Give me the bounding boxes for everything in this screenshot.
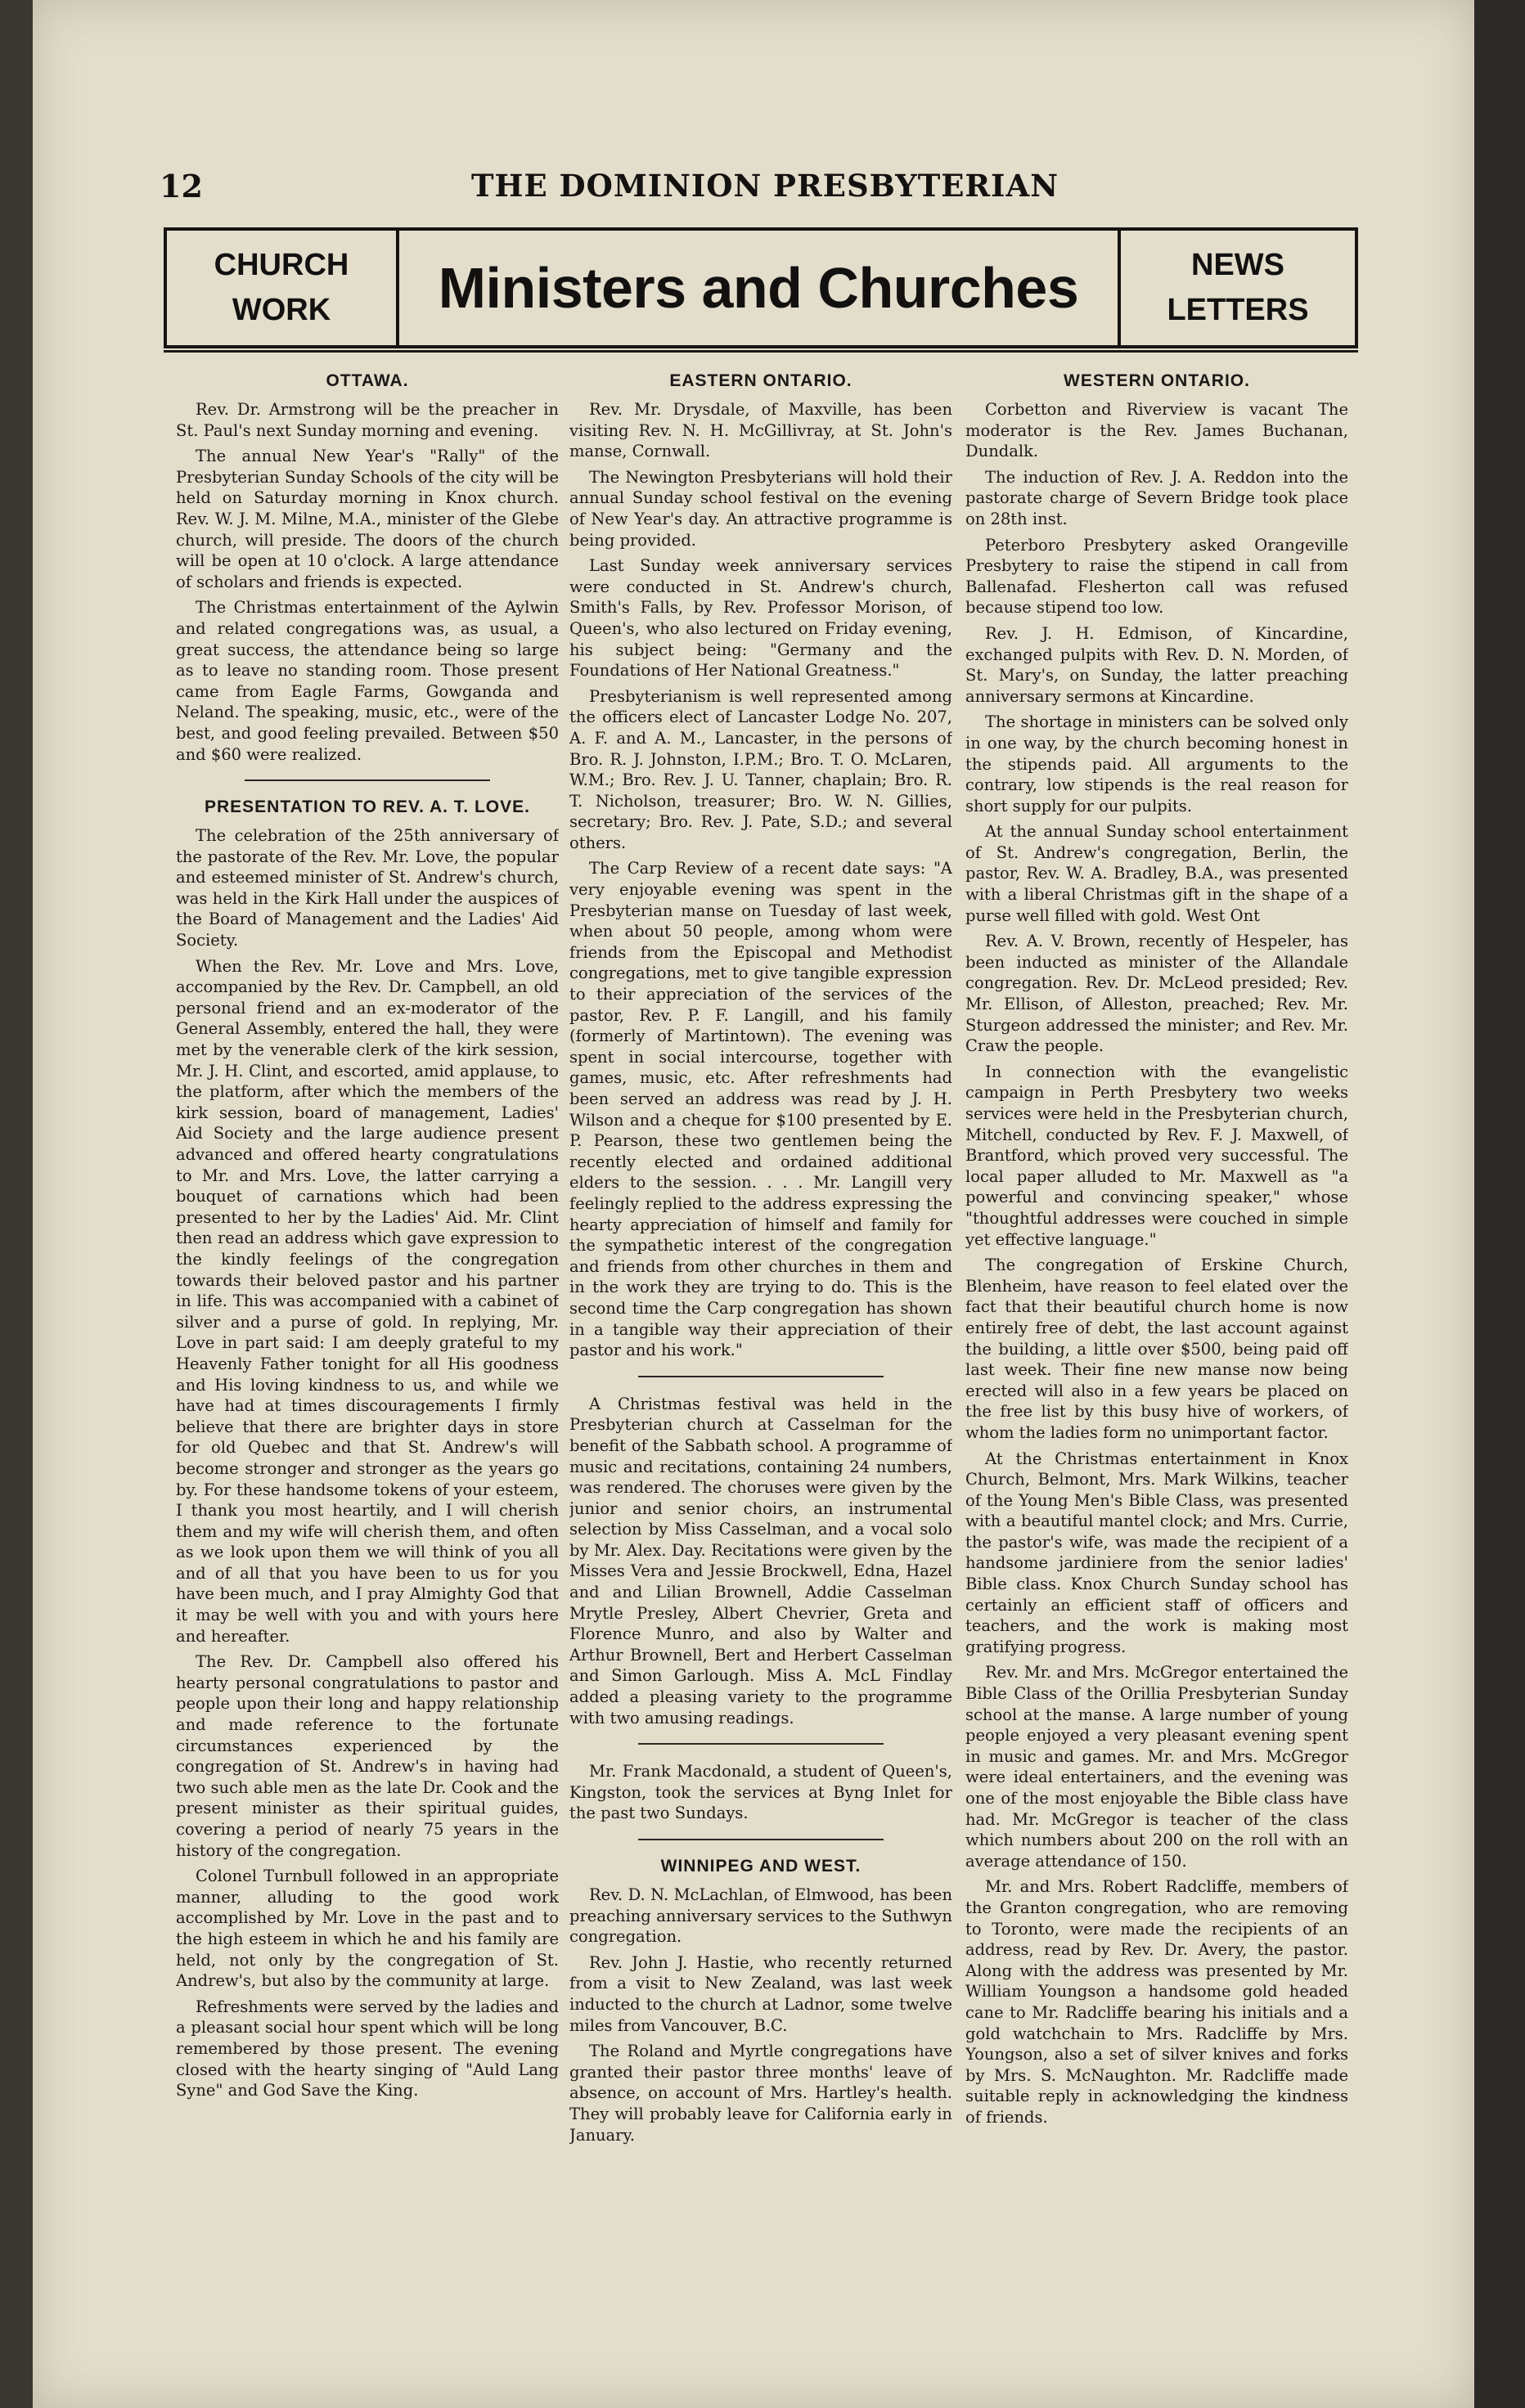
article-paragraph: The shortage in ministers can be solved only in one way, by the church becoming honest in the stipends paid. All arguments to the contrary, low stipends is the real reason for short supply for our pulpits. <box>965 712 1348 815</box>
article-paragraph: Mr. and Mrs. Robert Radcliffe, members of the Granton congregation, who are removing to Toronto, were made the recipients of an address, read by Rev. Dr. Avery, the pastor. Along with the address was presented by Mr. William Youngson a handsome gold headed cane to Mr. Radcliffe bearing his initials and a gold watchchain to Mrs. Radcliffe by Mrs. Youngson, also a set of silver knives and forks by Mrs. S. McNaughton. Mr. Radcliffe made suitable reply in acknowledging the kindness of friends. <box>965 1877 1348 2127</box>
page-number: 12 <box>160 168 203 204</box>
article-paragraph: The Carp Review of a recent date says: "A very enjoyable evening was spent in the Presbyterian manse on Tuesday of last week, when about 50 people, among whom were friends from the Episcopal and Methodist congregations, met to give tangible expression to their appreciation of the services of the pastor, Rev. P. F. Langill, and his family (formerly of Martintown). The evening was spent in social intercourse, together with games, music, etc. After refreshments had been served an address was read by J. H. Wilson and a cheque for $100 presented by E. P. Pearson, these two gentlemen being the recently elected and ordained additional elders to the session. . . . Mr. Langill very feelingly replied to the address expressing the hearty appreciation of himself and family for the sympathetic interest of the congregation and friends from other churches in them and in the work they are trying to do. This is the second time the Carp congregation has shown in a tangible way their appreciation of their pastor and his work." <box>569 859 952 1360</box>
article-paragraph: Colonel Turnbull followed in an appropriate manner, alluding to the good work accomplished by Mr. Love in the past and to the high esteem in which he and his family are held, not only by the congregation of St. Andrew's, but also by the community at large. <box>176 1867 559 1991</box>
article-paragraph: Rev. Mr. and Mrs. McGregor entertained the Bible Class of the Orillia Presbyterian Sunday school at the manse. A large number of young people enjoyed a very pleasant evening spent in music and games. Mr. and Mrs. McGregor were ideal entertainers, and the evening was one of the most enjoyable the Bible class have had. Mr. McGregor is teacher of the class which numbers about 200 on the roll with an average attendance of 150. <box>965 1663 1348 1871</box>
section-divider <box>638 1743 884 1745</box>
section-heading: WINNIPEG AND WEST. <box>660 1857 861 1876</box>
banner-rule <box>164 350 1358 353</box>
article-paragraph: Rev. John J. Hastie, who recently returned from a visit to New Zealand, was last week inducted to the church at Ladnor, some twelve miles from Vancouver, B.C. <box>569 1952 952 2035</box>
article-paragraph: Refreshments were served by the ladies and a pleasant social hour spent which will be long remembered by those present. The evening closed with the hearty singing of "Auld Lang Syne" and God Save the King. <box>176 1997 559 2100</box>
journal-title: THE DOMINION PRESBYTERIAN <box>470 168 1059 204</box>
banner-right-line: NEWS <box>1191 247 1284 282</box>
article-paragraph: The annual New Year's "Rally" of the Presbyterian Sunday Schools of the city will be held on Saturday morning in Knox church. Rev. W. J. M. Milne, M.A., minister of the Glebe church, will preside. The doors of the church will be open at 10 o'clock. A large attendance of scholars and friends is expected. <box>176 447 559 591</box>
column-1 <box>176 366 559 2272</box>
section-divider <box>638 1376 884 1377</box>
article-paragraph: The Roland and Myrtle congregations have granted their pastor three months' leave of absence, on account of Mrs. Hartley's health. They will probably leave for California early in January. <box>569 2042 952 2145</box>
banner-title: Ministers and Churches <box>396 231 1121 345</box>
column-2 <box>569 366 952 2272</box>
article-paragraph: The congregation of Erskine Church, Blenheim, have reason to feel elated over the fact that their beautiful church home is now entirely free of debt, the last account against the building, a little over $500, being paid off last week. Their fine new manse now being erected will also in a few years be placed on the free list by this busy hive of workers, of whom the ladies form no unimportant factor. <box>965 1256 1348 1442</box>
section-divider <box>638 1839 884 1840</box>
article-paragraph: The Rev. Dr. Campbell also offered his hearty personal congratulations to pastor and people upon their long and happy relationship and made reference to the fortunate circumstances experienced by the congregation of St. Andrew's in having had two such able men as the late Dr. Cook and the present minister as their spiritual guides, covering a period of nearly 75 years in the history of the congregation. <box>176 1652 559 1860</box>
article-paragraph: Rev. A. V. Brown, recently of Hespeler, has been inducted as minister of the Allandale congregation. Rev. Dr. McLeod presided; Rev. Mr. Ellison, of Alleston, preached; Rev. Mr. Sturgeon addressed the minister; and Rev. Mr. Craw the people. <box>965 932 1348 1056</box>
article-paragraph: The induction of Rev. J. A. Reddon into the pastorate charge of Severn Bridge took place on 28th inst. <box>965 467 1348 528</box>
section-banner <box>164 227 1358 348</box>
article-paragraph: At the Christmas entertainment in Knox Church, Belmont, Mrs. Mark Wilkins, teacher of the Young Men's Bible Class, was presented with a beautiful mantel clock; and Mrs. Currie, the pastor's wife, was made the recipient of a handsome jardiniere from the senior ladies' Bible class. Knox Church Sunday school has certainly an efficient staff of officers and teachers, and the work is making most gratifying progress. <box>965 1449 1348 1656</box>
article-paragraph: Rev. Mr. Drysdale, of Maxville, has been visiting Rev. N. H. McGillivray, at St. John's manse, Cornwall. <box>569 400 952 461</box>
article-paragraph: At the annual Sunday school entertainment of St. Andrew's congregation, Berlin, the pastor, Rev. W. A. Bradley, B.A., was presented with a liberal Christmas gift in the shape of a purse well filled with gold. West Ont <box>965 822 1348 925</box>
banner-right-label <box>1121 231 1355 345</box>
section-heading: PRESENTATION TO REV. A. T. LOVE. <box>204 797 530 817</box>
article-paragraph: Presbyterianism is well represented among the officers elect of Lancaster Lodge No. 207, A. F. and A. M., Lancaster, in the persons of Bro. R. J. Johnston, I.P.M.; Bro. T. O. McLaren, W.M.; Bro. Rev. J. U. Tanner, chaplain; Bro. R. T. Nicholson, treasurer; Bro. W. N. Gillies, secretary; Bro. Rev. J. Pate, S.D.; and several others. <box>569 686 952 852</box>
article-paragraph: Rev. D. N. McLachlan, of Elmwood, has been preaching anniversary services to the Suthwyn congregation. <box>569 1885 952 1947</box>
banner-right-line: LETTERS <box>1167 293 1309 327</box>
article-paragraph: Corbetton and Riverview is vacant The moderator is the Rev. James Buchanan, Dundalk. <box>965 400 1348 461</box>
article-paragraph: The Christmas entertainment of the Aylwin and related congregations was, as usual, a great success, the attendance being so large as to leave no standing room. Those present came from Eagle Farms, Gowganda and Neland. The speaking, music, etc., were of the best, and good feeling prevailed. Between $50 and $60 were realized. <box>176 598 559 764</box>
banner-left-line: WORK <box>232 293 331 327</box>
column-3 <box>965 366 1348 2272</box>
section-heading: OTTAWA. <box>326 371 409 390</box>
section-heading: EASTERN ONTARIO. <box>669 371 852 390</box>
banner-left-label <box>167 231 396 345</box>
article-paragraph: Rev. Dr. Armstrong will be the preacher in St. Paul's next Sunday morning and evening. <box>176 400 559 440</box>
section-divider <box>245 779 490 781</box>
article-paragraph: A Christmas festival was held in the Presbyterian church at Casselman for the benefit of the Sabbath school. A programme of music and recitations, containing 24 numbers, was rendered. The choruses were given by the junior and senior choirs, an instrumental selection by Miss Casselman, and a vocal solo by Mr. Alex. Day. Recitations were given by the Misses Vera and Jessie Brockwell, Edna, Hazel and and Lilian Brownell, Addie Casselman Mrytle Presley, Albert Chevrier, Greta and Florence Munro, and also by Walter and Arthur Brownell, Bert and Herbert Casselman and Simon Garlough. Miss A. McL Findlay added a pleasing variety to the programme with two amusing readings. <box>569 1394 952 1727</box>
article-paragraph: When the Rev. Mr. Love and Mrs. Love, accompanied by the Rev. Dr. Campbell, an old personal friend and an ex-moderator of the General Assembly, entered the hall, they were met by the venerable clerk of the kirk session, Mr. J. H. Clint, and escorted, amid applause, to the platform, after which the members of the kirk session, board of management, Ladies' Aid Society and the large audience present advanced and offered hearty congratulations to Mr. and Mrs. Love, the latter carrying a bouquet of carnations which had been presented to her by the Ladies' Aid. Mr. Clint then read an address which gave expression to the kindly feelings of the congregation towards their beloved pastor and his partner in life. This was accompanied with a cabinet of silver and a purse of gold. In replying, Mr. Love in part said: I am deeply grateful to my Heavenly Father tonight for all His goodness and His loving kindness to us, and while we have had at times discouragements I firmly believe that there are brighter days in store for old Quebec and that St. Andrew's will become stronger and stronger as the years go by. For these handsome tokens of your esteem, I thank you most heartily, and I will cherish them and my wife will cherish them, and often as we look upon them we will think of you all and of all that you have been to us for you have been much, and I pray Almighty God that it may be well with you and with yours here and hereafter. <box>176 956 559 1646</box>
running-head <box>160 168 1370 209</box>
article-paragraph: Last Sunday week anniversary services were conducted in St. Andrew's church, Smith's Falls, by Rev. Professor Morison, of Queen's, who also lectured on Friday evening, his subject being: "Germany and the Foundations of Her National Greatness." <box>569 556 952 681</box>
section-heading: WESTERN ONTARIO. <box>1064 371 1250 390</box>
article-paragraph: In connection with the evangelistic campaign in Perth Presbytery two weeks services were held in the Presbyterian church, Mitchell, conducted by Rev. F. J. Maxwell, of Brantford, which proved very successful. The local paper alluded to Mr. Maxwell as "a powerful and convincing speaker," whose "thoughtful addresses were couched in simple yet effective language." <box>965 1062 1348 1249</box>
scan-edge <box>1474 0 1525 2408</box>
article-paragraph: Rev. J. H. Edmison, of Kincardine, exchanged pulpits with Rev. D. N. Morden, of St. Mary's, on Sunday, the latter preaching anniversary sermons at Kincardine. <box>965 623 1348 706</box>
article-paragraph: The Newington Presbyterians will hold their annual Sunday school festival on the evening of New Year's day. An attractive programme is being provided. <box>569 467 952 550</box>
banner-left-line: CHURCH <box>214 247 349 282</box>
article-paragraph: The celebration of the 25th anniversary of the pastorate of the Rev. Mr. Love, the popular and esteemed minister of St. Andrew's church, was held in the Kirk Hall under the auspices of the Board of Management and the Ladies' Aid Society. <box>176 826 559 950</box>
article-paragraph: Peterboro Presbytery asked Orangeville Presbytery to raise the stipend in call from Ballenafad. Flesherton call was refused because stipend too low. <box>965 535 1348 618</box>
article-paragraph: Mr. Frank Macdonald, a student of Queen's, Kingston, took the services at Byng Inlet for the past two Sundays. <box>569 1762 952 1823</box>
